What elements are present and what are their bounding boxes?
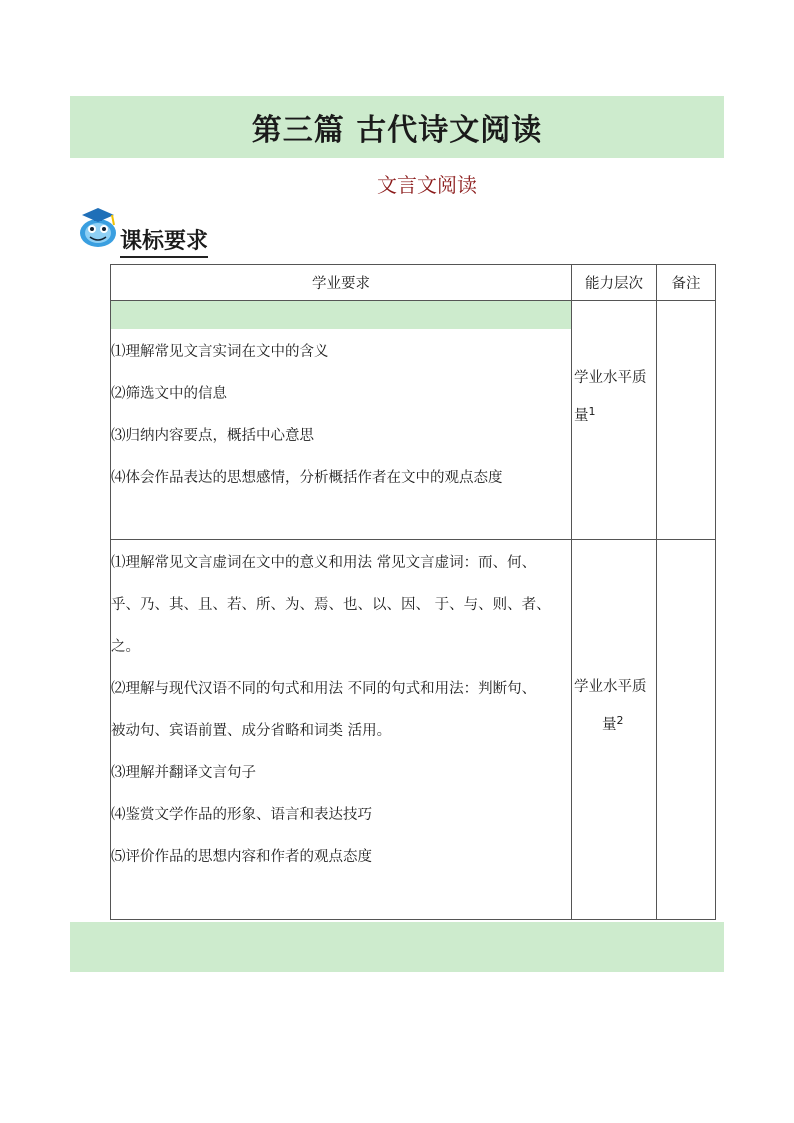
list-item-line: 被动句、宾语前置、成分省略和词类 活用。	[111, 723, 392, 739]
level-cell	[572, 540, 657, 920]
list-item: ⑶理解并翻译文言句子	[111, 765, 256, 781]
requirement-cell	[111, 540, 572, 920]
header-note: 备注	[657, 265, 716, 301]
list-item: ⑶归纳内容要点，概括中心意思	[111, 428, 314, 444]
level-text-line2: 量	[602, 717, 617, 733]
list-item: ⑴理解常见文言实词在文中的含义	[111, 344, 329, 360]
header-requirement: 学业要求	[111, 265, 572, 301]
level-number: 2	[616, 714, 624, 727]
table-header-row	[111, 265, 716, 301]
bottom-band	[70, 922, 724, 972]
title-band	[70, 96, 724, 158]
header-level: 能力层次	[572, 265, 657, 301]
list-item-line: ⑴理解常见文言虚词在文中的意义和用法 常见文言虚词：而、何、	[111, 555, 537, 571]
list-item-line: 之。	[111, 639, 140, 655]
page-title: 第三篇 古代诗文阅读	[251, 113, 543, 148]
level-number: 1	[588, 405, 596, 418]
list-item-line: ⑵理解与现代汉语不同的句式和用法 不同的句式和用法：判断句、	[111, 681, 537, 697]
list-item-line: 乎、乃、其、且、若、所、为、焉、也、以、因、 于、与、则、者、	[111, 597, 551, 613]
note-cell	[657, 301, 716, 540]
requirements-table	[110, 264, 716, 920]
section-title: 课标要求	[120, 229, 208, 258]
mascot-icon	[74, 203, 120, 249]
subtitle: 文言文阅读	[377, 173, 477, 197]
level-text-line2: 量	[574, 408, 589, 424]
list-item: ⑷鉴赏文学作品的形象、语言和表达技巧	[111, 807, 372, 823]
note-cell	[657, 540, 716, 920]
level-cell	[572, 301, 657, 540]
list-item: ⑸评价作品的思想内容和作者的观点态度	[111, 849, 372, 865]
green-strip	[111, 301, 571, 329]
list-item: ⑵筛选文中的信息	[111, 386, 227, 402]
table-row	[111, 301, 716, 540]
table-row	[111, 540, 716, 920]
list-item: ⑷体会作品表达的思想感情，分析概括作者在文中的观点态度	[111, 470, 503, 486]
level-text-line1: 学业水平质	[574, 679, 647, 695]
level-text-line1: 学业水平质	[574, 370, 647, 386]
requirement-cell	[111, 301, 572, 540]
